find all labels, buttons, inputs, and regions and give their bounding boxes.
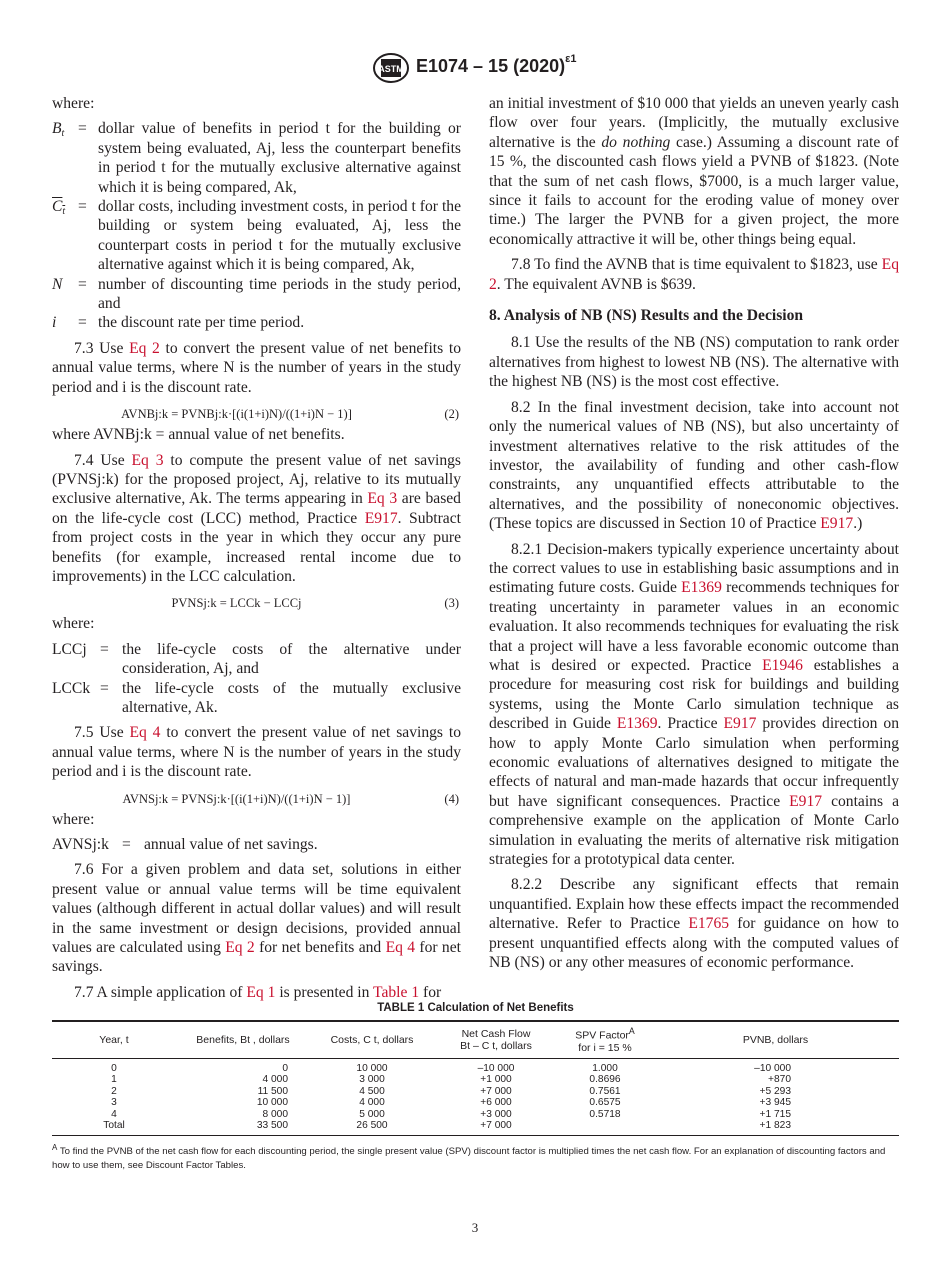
paragraph-8-2-1: 8.2.1 Decision-makers typically experience uncertainty about the correct values to use in establishing basic assumptions and in estimating future costs. Guide E1369 recommends techniques for treating uncertainty in parameter values in an economic evaluation. It also recommends techniques for evaluating the risk that a project will have a less favorable economic outcome than what is desired or expected. Practice E1946 establishes a procedure for measuring cost risk for buildings and building systems, using the Monte Carlo simulation technique as described in Guide E1369. Practice E917 provides direction on how to apply Monte Carlo simulation when performing economic evaluations of alternatives designed to mitigate the effects of natural and man-made hazards that occur infrequently but have significant consequences. Practice E917 contains a comprehensive example on the application of Monte Carlo simulation in evaluating the merits of alternative risk mitigation strategies for a prototypical data center. <box>489 540 899 869</box>
e1369-link[interactable]: E1369 <box>681 579 722 597</box>
where-avnb: where AVNBj:k = annual value of net benefits. <box>52 426 345 444</box>
eq3-link[interactable]: Eq 3 <box>367 490 398 508</box>
e917-link[interactable]: E917 <box>820 515 854 533</box>
table-row: 1 4 000 3 000 +1 000 0.8696 +870 <box>111 1074 791 1086</box>
definition-list-1 <box>52 119 461 332</box>
paragraph-7-6: 7.6 For a given problem and data set, solutions in either present value or annual value terms will be time equivalent values (although different in actual dollar values) and will result in the same investment or design decisions, provided annual values are calculated using Eq 2 for net benefits and Eq 4 for net savings. <box>52 861 461 976</box>
e1765-link[interactable]: E1765 <box>688 915 730 933</box>
definition-item: LCCj = the life-cycle costs of the alternative under consideration, Aj, and <box>52 640 461 678</box>
col-header-benefits: Benefits, Bt , dollars <box>176 1021 310 1058</box>
e917-link[interactable]: E917 <box>723 715 757 733</box>
definition-item: i = the discount rate per time period. <box>52 314 305 332</box>
equation-2: AVNBj:k = PVNBj:k·[(i(1+i)N)/((1+i)N − 1)] (2) <box>121 407 459 422</box>
paragraph-7-3: 7.3 Use Eq 2 to convert the present value of net benefits to annual value terms, where N is the number of years in the study period and i is the discount rate. <box>52 339 461 396</box>
col-header-spv-factor: SPV Factor$^A$ for i = 15 % <box>558 1021 652 1058</box>
e917-link[interactable]: E917 <box>364 509 398 527</box>
page-header <box>0 52 950 86</box>
equation-3: PVNSj:k = LCCk − LCCj (3) <box>171 596 459 611</box>
paragraph-8-2: 8.2 In the final investment decision, take into account not only the numerical values of NB (NS), but also uncertainty of investment alternatives relative to the risk attitudes of the investor, the availability of funding and other cash-flow constraints, any unquantified effects attributable to the alternatives, and the possibility of noneconomic objectives. (These topics are discussed in Section 10 of Practice E917.) <box>489 398 899 533</box>
right-column <box>489 94 899 978</box>
table-row: 3 10 000 4 000 +6 000 0.6575 +3 945 <box>111 1097 791 1109</box>
definition-item: N = number of discounting time periods in the study period, and <box>52 275 461 313</box>
standard-designation: E1074 – 15 $(2020)^{\varepsilon 1}$ <box>416 53 577 76</box>
astm-logo-icon <box>372 52 410 84</box>
paragraph-7-4: 7.4 Use Eq 3 to compute the present value of net savings (PVNSj:k) for the proposed project, Aj, relative to its mutually exclusive alternative, Ak. The terms appearing in Eq 3 are based on the life-cycle cost (LCC) method, Practice E917. Subtract from project costs in the year in which they occur any pure benefits (for example, increased rental income due to improvements) in the LCC calculation. <box>52 451 461 585</box>
table-row: 4 8 000 5 000 +3 000 0.5718 +1 715 <box>111 1108 791 1120</box>
table-title: TABLE 1 Calculation of Net Benefits <box>377 1002 574 1014</box>
definition-item: LCCk = the life-cycle costs of the mutually exclusive alternative, Ak. <box>52 679 461 716</box>
table-row: 2 11 500 4 500 +7 000 0.7561 +5 293 <box>111 1085 791 1097</box>
table-header-row <box>52 1021 899 1058</box>
table-footnote: $^A$ To find the PVNB of the net cash flow for each discounting period, the single present value (SPV) discount factor is multiplied times the net cash flow. For an explanation of discounting factors and how to use them, see Discount Factor Tables. <box>52 1143 886 1172</box>
epsilon-mark: ε1 <box>565 53 577 65</box>
equation-4: AVNSj:k = PVNSj:k·[(i(1+i)N)/((1+i)N − 1)] (4) <box>122 791 459 806</box>
col-header-pvnb: PVNB, dollars <box>652 1021 899 1058</box>
table-1 <box>52 1002 899 1173</box>
col-header-net-cash-flow: Net Cash Flow Bt – C t, dollars <box>434 1021 558 1058</box>
paragraph-8-1: 8.1 Use the results of the NB (NS) computation to rank order alternatives from highest to lowest NB (NS). The alternative with the highest NB (NS) is the most cost effective. <box>489 334 899 391</box>
left-column <box>52 94 461 1008</box>
eq1-link[interactable]: Eq 1 <box>246 983 276 1001</box>
definition-list-2 <box>52 640 461 718</box>
svg-text:ASTM: ASTM <box>378 64 404 74</box>
e917-link[interactable]: E917 <box>789 792 823 810</box>
paragraph-7-8: 7.8 To find the AVNB that is time equivalent to $1823, use Eq 2. The equivalent AVNB is $639. <box>489 256 899 293</box>
table1-link[interactable]: Table 1 <box>373 983 420 1001</box>
paragraph-7-5: 7.5 Use Eq 4 to convert the present value of net savings to annual value terms, where N is the number of years in the study period and i is the discount rate. <box>52 724 461 781</box>
eq3-link[interactable]: Eq 3 <box>131 451 164 469</box>
table-row-total: Total 33 500 26 500 +7 000 +1 823 <box>52 1120 899 1135</box>
page-number: 3 <box>471 1220 479 1235</box>
col-header-year: Year, t <box>52 1021 176 1058</box>
paragraph-7-7-continued: an initial investment of $10 000 that yields an uneven yearly cash flow over four years. (Implicitly, the mutually exclusive alternative is the do nothing case.) Assuming a discount rate of 15 %, the discounted cash flows yield a PVNB of $1823. (Note that the sum of net cash flows, $7000, is a much larger value, since it fails to account for the eroding value of money over time.) The larger the PVNB for a given project, the more economically attractive it will be, other things being equal. <box>489 95 899 248</box>
net-benefits-table <box>52 1020 899 1136</box>
eq2-link[interactable]: Eq 2 <box>489 256 899 293</box>
eq2-link[interactable]: Eq 2 <box>129 339 160 357</box>
definition-item: Bt = dollar value of benefits in period t for the building or system being evaluated, Aj, less the counterpart benefits in period t for the mutually exclusive alternative against which it is being compared, Ak, <box>52 120 461 196</box>
e1369-link[interactable]: E1369 <box>616 715 658 733</box>
paragraph-8-2-2: 8.2.2 Describe any significant effects that remain unquantified. Explain how these effects impact the recommended alternative. Refer to Practice E1765 for guidance on how to present unquantified effects along with the computed values of NB (NS) or any other measures of economic performance. <box>489 876 899 972</box>
eq4-link[interactable]: Eq 4 <box>129 724 161 742</box>
definition-item: Ct = dollar costs, including investment costs, in period t for the building or system being evaluated, Aj, less the counterpart costs in period t for the mutually exclusive alternative against which it is being compared, Ak, <box>52 198 461 274</box>
section-8-heading: 8. Analysis of NB (NS) Results and the Decision <box>489 307 804 325</box>
where-label: where: <box>52 615 95 633</box>
eq2-link[interactable]: Eq 2 <box>225 939 255 957</box>
table-row: 0 0 10 000 –10 000 1.000 –10 000 <box>111 1062 791 1074</box>
definition-item: AVNSj:k = annual value of net savings. <box>52 836 318 853</box>
eq4-link[interactable]: Eq 4 <box>385 939 416 957</box>
e1946-link[interactable]: E1946 <box>762 656 803 674</box>
col-header-costs: Costs, C t, dollars <box>310 1021 434 1058</box>
where-label: where: <box>52 95 95 112</box>
where-label: where: <box>52 810 95 828</box>
paragraph-7-7: 7.7 A simple application of Eq 1 is presented in Table 1 for <box>74 983 442 1001</box>
